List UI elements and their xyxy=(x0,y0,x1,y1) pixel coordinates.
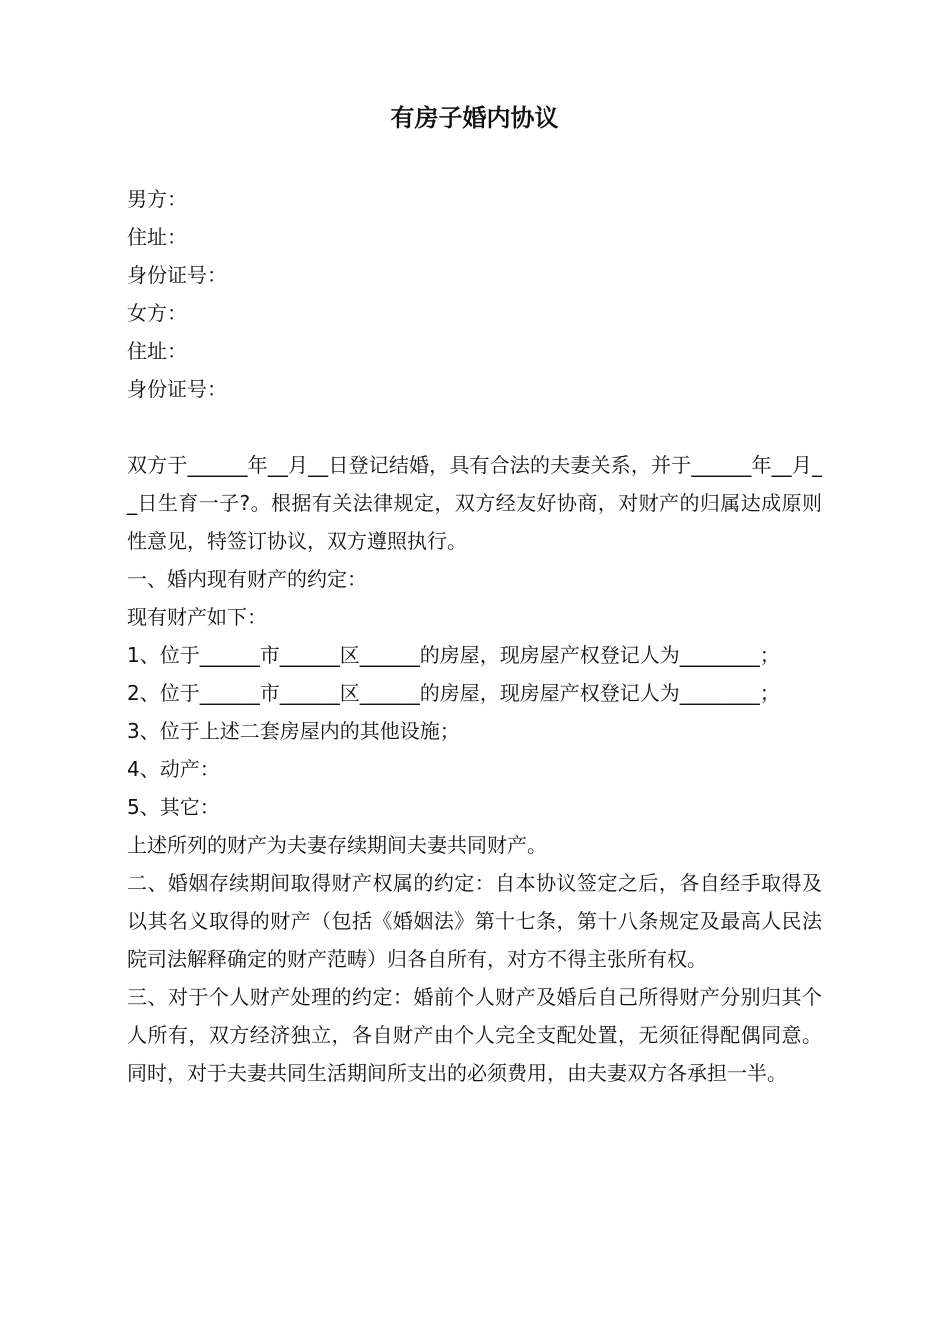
section-one-heading: 一、婚内现有财产的约定： xyxy=(127,567,367,591)
female-id-number-label: 身份证号： xyxy=(127,377,227,401)
party-info-block xyxy=(127,180,822,408)
section-three-paragraph: 三、对于个人财产处理的约定：婚前个人财产及婚后自己所得财产分别归其个人所有，双方经济独立，各自财产由个人完全支配处置，无须征得配偶同意。同时，对于夫妻共同生活期间所支出的必须费用，由夫妻双方各承担一半。 xyxy=(127,985,822,1085)
property-item-2: 2、位于______市______区______的房屋，现房屋产权登记人为________； xyxy=(127,681,780,705)
male-address-label: 住址： xyxy=(127,225,187,249)
existing-property-intro: 现有财产如下： xyxy=(127,605,267,629)
property-item-1: 1、位于______市______区______的房屋，现房屋产权登记人为________； xyxy=(127,643,780,667)
female-party-label: 女方： xyxy=(127,301,187,325)
male-id-number-label: 身份证号： xyxy=(127,263,227,287)
common-property-statement: 上述所列的财产为夫妻存续期间夫妻共同财产。 xyxy=(127,833,547,857)
property-item-3: 3、位于上述二套房屋内的其他设施； xyxy=(127,719,460,743)
agreement-body xyxy=(127,446,822,1092)
document-title: 有房子婚内协议 xyxy=(390,104,559,132)
section-two-paragraph: 二、婚姻存续期间取得财产权属的约定：自本协议签定之后，各自经手取得及以其名义取得的财产（包括《婚姻法》第十七条，第十八条规定及最高人民法院司法解释确定的财产范畴）归各自所有，对方不得主张所有权。 xyxy=(127,871,822,971)
property-item-5: 5、其它： xyxy=(127,795,220,819)
document-page xyxy=(127,96,822,1092)
property-item-4: 4、动产： xyxy=(127,757,220,781)
female-address-label: 住址： xyxy=(127,339,187,363)
marriage-statement-paragraph: 双方于______年__月__日登记结婚，具有合法的夫妻关系，并于______年__月__日生育一子?。根据有关法律规定，双方经友好协商，对财产的归属达成原则性意见，特签订协议，双方遵照执行。 xyxy=(127,453,822,553)
section-spacer xyxy=(127,408,822,446)
male-party-label: 男方： xyxy=(127,187,187,211)
